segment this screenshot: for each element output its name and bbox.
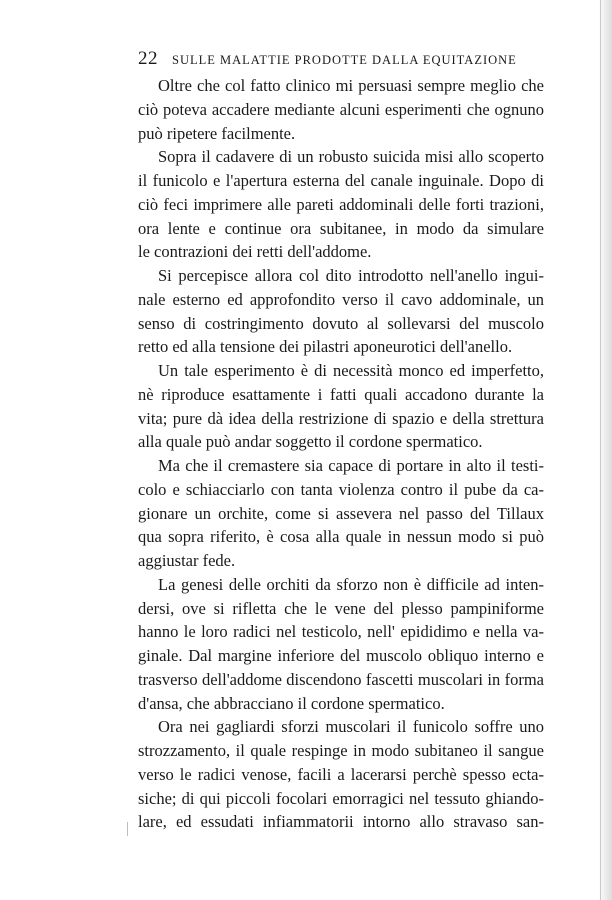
page-number: 22 bbox=[138, 48, 158, 69]
text-line: Ma che il cremastere sia capace di portare in alto il testi- bbox=[158, 456, 544, 475]
text-line: ciò poteva accadere mediante alcuni esperimenti che ognuno bbox=[138, 99, 544, 119]
paragraph bbox=[138, 715, 544, 834]
text-line: Oltre che col fatto clinico mi persuasi sempre meglio che bbox=[158, 76, 544, 95]
text-line: colo e schiacciarlo con tanta violenza contro il pube da ca- bbox=[138, 479, 544, 499]
text-line: Un tale esperimento è di necessità monco ed imperfetto, bbox=[158, 361, 544, 380]
text-line: vita; pure dà idea della restrizione di spazio e della strettura bbox=[138, 408, 544, 428]
paragraph bbox=[138, 359, 544, 454]
text-line: senso di costringimento dovuto al sollevarsi del muscolo bbox=[138, 313, 544, 333]
body-text bbox=[138, 74, 544, 834]
paragraph bbox=[138, 74, 544, 145]
text-line: hanno le loro radici nel testicolo, nell' epididimo e nella va- bbox=[138, 622, 544, 642]
paragraph bbox=[138, 454, 544, 573]
text-line: d'ansa, che abbracciano il cordone spermatico. bbox=[138, 693, 445, 713]
margin-mark bbox=[127, 822, 128, 836]
text-line: siche; di qui piccoli focolari emorragici nel tessuto ghiando- bbox=[138, 788, 544, 808]
text-line: qua sopra riferito, è cosa alla quale in nessun modo si può bbox=[138, 527, 544, 547]
text-line: aggiustar fede. bbox=[138, 551, 236, 570]
paragraph bbox=[138, 145, 544, 264]
paragraph bbox=[138, 573, 544, 716]
text-line: verso le radici venose, facili a lacerarsi perchè spesso ecta- bbox=[138, 764, 544, 784]
text-line: nè riproduce esattamente i fatti quali accadono durante la bbox=[138, 384, 544, 404]
text-line: trasverso dell'addome discendono fascetti muscolari in forma bbox=[138, 669, 544, 689]
text-line: il funicolo e l'apertura esterna del canale inguinale. Dopo di bbox=[138, 171, 544, 190]
text-line: gionare un orchite, come si assevera nel passo del Tillaux bbox=[138, 503, 544, 523]
text-line: ginale. Dal margine inferiore del muscolo obliquo interno e bbox=[138, 646, 544, 665]
text-line: nale esterno ed approfondito verso il cavo addominale, un bbox=[138, 289, 544, 309]
text-line: Ora nei gagliardi sforzi muscolari il funicolo soffre uno bbox=[158, 717, 544, 737]
text-line: le contrazioni dei retti dell'addome. bbox=[138, 242, 372, 262]
text-line: Si percepisce allora col dito introdotto nell'anello ingui- bbox=[158, 266, 544, 285]
text-line: alla quale può andar soggetto il cordone spermatico. bbox=[138, 432, 483, 452]
page-header bbox=[138, 48, 538, 70]
text-line: ora lente e continue ora subitanee, in modo da simulare bbox=[138, 218, 544, 238]
text-line: strozzamento, il quale respinge in modo subitaneo il sangue bbox=[138, 741, 544, 760]
text-line: Sopra il cadavere di un robusto suicida misi allo scoperto bbox=[158, 147, 544, 167]
text-line: ciò feci imprimere alle pareti addominali delle forti trazioni, bbox=[138, 194, 544, 214]
paragraph bbox=[138, 264, 544, 359]
text-line: dersi, ove si rifletta che le vene del plesso pampiniforme bbox=[138, 598, 544, 618]
text-line: può ripetere facilmente. bbox=[138, 123, 296, 143]
text-line: retto ed alla tensione dei pilastri aponeurotici dell'anello. bbox=[138, 337, 513, 357]
page-edge-line bbox=[600, 0, 601, 900]
text-line: La genesi delle orchiti da sforzo non è difficile ad inten- bbox=[158, 574, 544, 594]
running-head: SULLE MALATTIE PRODOTTE DALLA EQUITAZIONE bbox=[172, 53, 517, 67]
text-line: lare, ed essudati infiammatorii intorno allo stravaso san- bbox=[138, 812, 544, 832]
